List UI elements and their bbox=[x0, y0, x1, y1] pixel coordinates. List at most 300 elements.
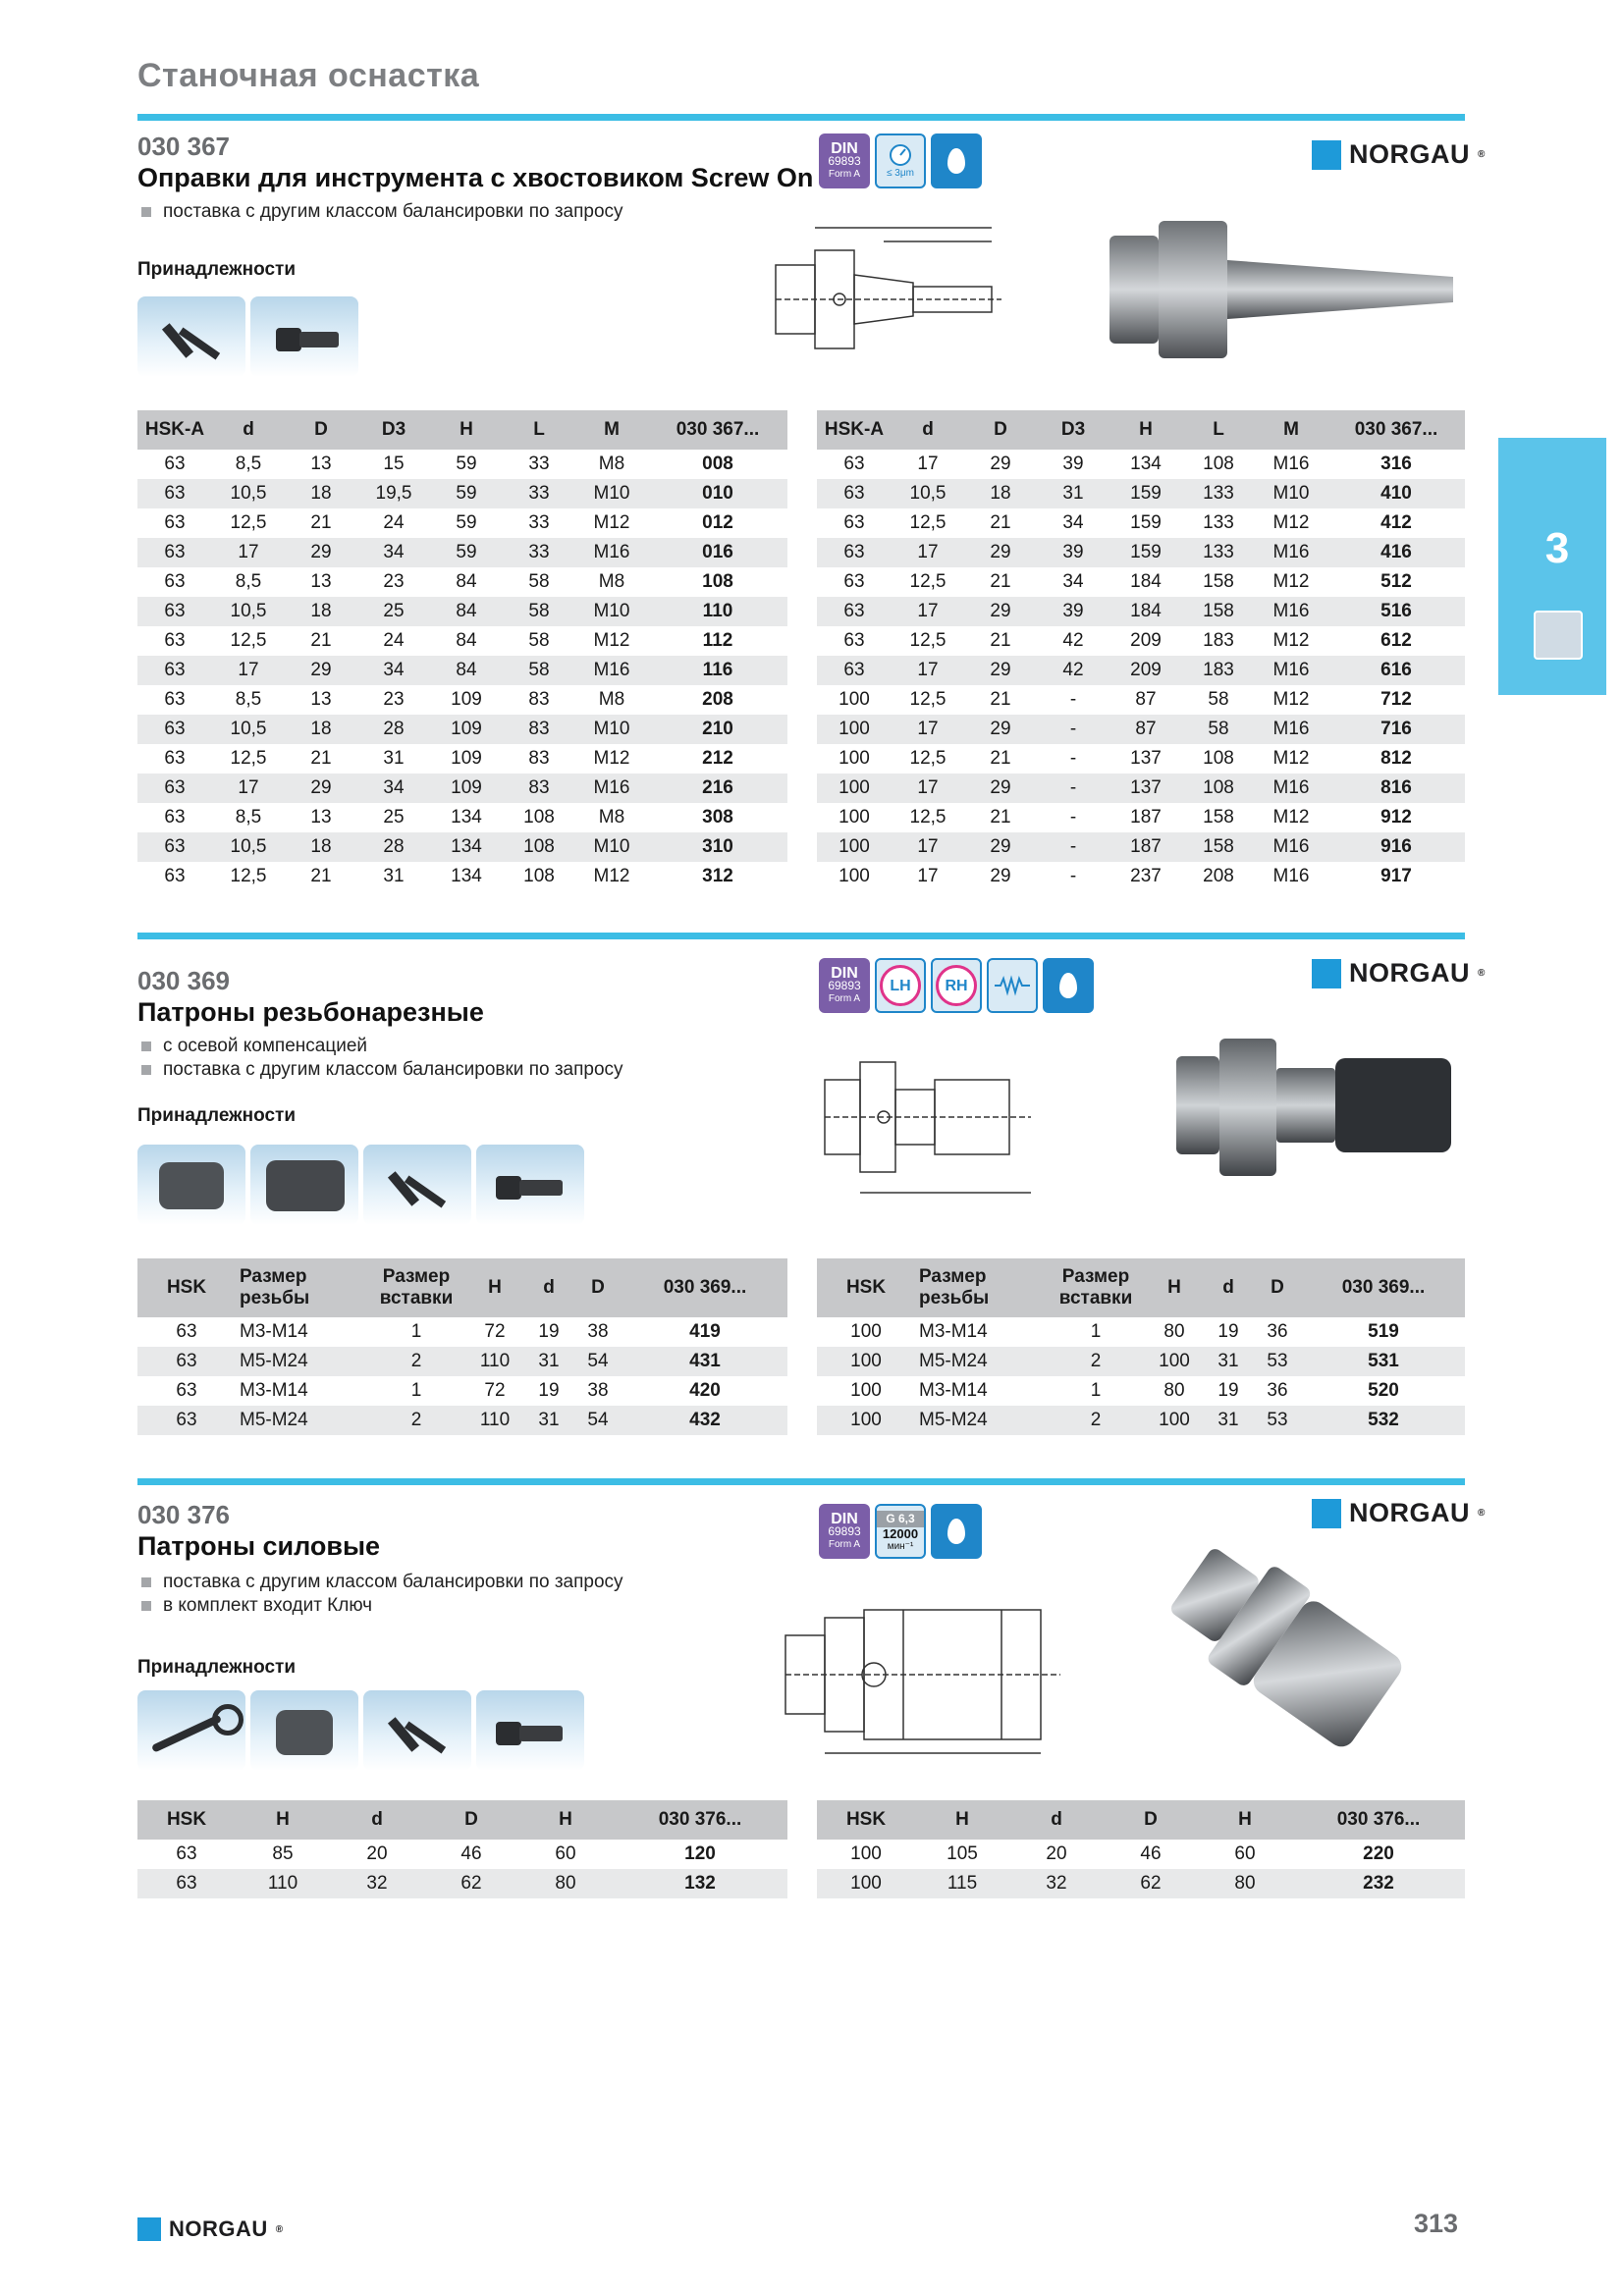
table-cell: 912 bbox=[1380, 807, 1412, 828]
table-cell: 17 bbox=[892, 774, 964, 803]
table-cell: 63 bbox=[843, 512, 865, 533]
table-cell: 84 bbox=[430, 656, 503, 685]
section-1-technical-drawing bbox=[766, 216, 1060, 373]
right-hand-thread-badge bbox=[931, 958, 982, 1013]
table-row bbox=[137, 715, 787, 744]
table-row bbox=[817, 626, 1465, 656]
table-row bbox=[137, 1376, 787, 1406]
table-cell: 100 bbox=[1145, 1347, 1204, 1376]
table-cell: M12 bbox=[593, 630, 630, 651]
table-row bbox=[137, 626, 787, 656]
table-row bbox=[137, 744, 787, 774]
table-cell: 10,5 bbox=[212, 715, 285, 744]
table-cell: 63 bbox=[164, 866, 186, 886]
t-wrench-accessory[interactable] bbox=[363, 1690, 471, 1771]
table-cell: M12 bbox=[593, 866, 630, 886]
table-cell: 187 bbox=[1109, 832, 1182, 862]
table-cell: 28 bbox=[357, 715, 430, 744]
table-cell: 100 bbox=[817, 1869, 915, 1898]
table-cell: M10 bbox=[575, 479, 648, 508]
section-3-accessories-heading: Принадлежности bbox=[137, 1657, 297, 1678]
table-cell: 33 bbox=[503, 538, 575, 567]
table-cell: 220 bbox=[1363, 1843, 1394, 1864]
table-cell: M5-M24 bbox=[915, 1406, 1047, 1435]
table-cell: 63 bbox=[817, 479, 892, 508]
table-cell: M8 bbox=[598, 571, 625, 592]
table-cell: 29 bbox=[964, 832, 1037, 862]
table-cell: 63 bbox=[164, 571, 186, 592]
bullet-item: поставка с другим классом балансировки по запросу bbox=[139, 1058, 623, 1082]
table-cell: 209 bbox=[1130, 630, 1162, 651]
section-1-table-right bbox=[817, 410, 1465, 891]
table-cell: 108 bbox=[1182, 774, 1255, 803]
table-cell: 134 bbox=[430, 832, 503, 862]
table-row bbox=[817, 479, 1465, 508]
table-cell: 21 bbox=[990, 807, 1011, 828]
table-cell: 109 bbox=[430, 774, 503, 803]
table-cell: 63 bbox=[137, 715, 212, 744]
table-cell: M12 bbox=[1272, 571, 1310, 592]
coolant-drop-icon bbox=[1059, 973, 1077, 998]
section-3-brand-logo: NORGAU ® bbox=[1312, 1498, 1486, 1528]
table-cell: 134 bbox=[1130, 454, 1162, 474]
table-cell: 208 bbox=[702, 689, 733, 710]
table-cell: M12 bbox=[1272, 807, 1310, 828]
table-cell: 212 bbox=[702, 748, 733, 769]
table-cell: 84 bbox=[430, 597, 503, 626]
table-cell: 8,5 bbox=[235, 571, 262, 592]
table-cell: 812 bbox=[1380, 748, 1412, 769]
table-cell: M16 bbox=[1255, 538, 1327, 567]
table-cell: M10 bbox=[575, 715, 648, 744]
section-2-product-photo bbox=[1168, 1029, 1465, 1186]
table-cell: 21 bbox=[310, 630, 332, 651]
table-cell: 716 bbox=[1327, 715, 1465, 744]
tap-insert-accessory-1[interactable] bbox=[137, 1145, 245, 1225]
table-cell: 23 bbox=[383, 689, 405, 710]
table-cell: - bbox=[1037, 832, 1109, 862]
table-cell: 12,5 bbox=[909, 748, 947, 769]
section-1-badges bbox=[819, 133, 982, 188]
table-cell: 1 bbox=[410, 1380, 422, 1401]
table-cell: 134 bbox=[451, 866, 482, 886]
table-row bbox=[137, 803, 787, 832]
table-cell: 12,5 bbox=[909, 630, 947, 651]
spring-icon bbox=[993, 974, 1032, 997]
table-cell: M16 bbox=[1272, 866, 1310, 886]
table-cell: 29 bbox=[285, 656, 357, 685]
table-cell: 13 bbox=[310, 689, 332, 710]
section-2-accessories bbox=[137, 1145, 584, 1225]
table-cell: M16 bbox=[1255, 656, 1327, 685]
section-3-accessories bbox=[137, 1690, 584, 1771]
table-cell: 100 bbox=[817, 774, 892, 803]
table-cell: - bbox=[1037, 774, 1109, 803]
table-cell: 29 bbox=[964, 597, 1037, 626]
t-wrench-accessory[interactable] bbox=[363, 1145, 471, 1225]
table-cell: 100 bbox=[839, 748, 870, 769]
table-cell: 19 bbox=[1217, 1380, 1239, 1401]
table-cell: 19 bbox=[538, 1380, 560, 1401]
table-cell: M16 bbox=[575, 538, 648, 567]
table-cell: 36 bbox=[1267, 1380, 1288, 1401]
table-row bbox=[817, 1406, 1465, 1435]
table-cell: 316 bbox=[1380, 454, 1412, 474]
table-cell: 63 bbox=[817, 597, 892, 626]
table-header-row: HSK Размер резьбы Размер вставки H d D 030 369... bbox=[817, 1258, 1465, 1317]
table-cell: 17 bbox=[917, 866, 939, 886]
table-cell: 158 bbox=[1182, 832, 1255, 862]
table-cell: 21 bbox=[990, 512, 1011, 533]
table-cell: 17 bbox=[917, 454, 939, 474]
table-cell: 133 bbox=[1182, 538, 1255, 567]
table-cell: 216 bbox=[648, 774, 787, 803]
table-cell: 62 bbox=[1104, 1869, 1198, 1898]
screw-accessory[interactable] bbox=[476, 1690, 584, 1771]
table-cell: 137 bbox=[1130, 748, 1162, 769]
table-cell: 108 bbox=[702, 571, 733, 592]
table-cell: 25 bbox=[357, 597, 430, 626]
table-cell: 133 bbox=[1203, 512, 1234, 533]
table-cell: 108 bbox=[1203, 454, 1234, 474]
table-cell: 39 bbox=[1037, 597, 1109, 626]
table-cell: 12,5 bbox=[909, 512, 947, 533]
table-cell: 17 bbox=[892, 832, 964, 862]
hook-wrench-accessory[interactable] bbox=[137, 1690, 245, 1771]
table-cell: 100 bbox=[817, 1406, 915, 1435]
table-cell: 46 bbox=[460, 1843, 482, 1864]
table-cell: M16 bbox=[1255, 715, 1327, 744]
header-divider bbox=[137, 114, 1465, 121]
table-cell: 63 bbox=[176, 1843, 197, 1864]
table-cell: 100 bbox=[817, 715, 892, 744]
table-row bbox=[817, 538, 1465, 567]
table-cell: 12,5 bbox=[230, 630, 267, 651]
table-cell: 54 bbox=[573, 1347, 622, 1376]
table-cell: 134 bbox=[451, 807, 482, 828]
table-row bbox=[137, 538, 787, 567]
table-cell: 63 bbox=[843, 571, 865, 592]
table-cell: 410 bbox=[1327, 479, 1465, 508]
table-cell: M8 bbox=[598, 689, 625, 710]
table-cell: 63 bbox=[137, 479, 212, 508]
table-cell: 916 bbox=[1327, 832, 1465, 862]
table-cell: 63 bbox=[137, 774, 212, 803]
table-cell: 33 bbox=[503, 479, 575, 508]
table-cell: 85 bbox=[272, 1843, 294, 1864]
table-cell: 33 bbox=[528, 512, 550, 533]
table-cell: M16 bbox=[1272, 454, 1310, 474]
table-cell: 308 bbox=[702, 807, 733, 828]
table-cell: 100 bbox=[839, 689, 870, 710]
table-row bbox=[817, 715, 1465, 744]
table-cell: 310 bbox=[648, 832, 787, 862]
table-cell: 10,5 bbox=[212, 479, 285, 508]
table-cell: 12,5 bbox=[230, 512, 267, 533]
table-cell: 431 bbox=[622, 1347, 787, 1376]
table-cell: 159 bbox=[1130, 512, 1162, 533]
table-cell: 58 bbox=[528, 630, 550, 651]
table-cell: 60 bbox=[1234, 1843, 1256, 1864]
table-cell: 109 bbox=[430, 715, 503, 744]
table-cell: 108 bbox=[523, 866, 555, 886]
table-cell: 42 bbox=[1062, 630, 1084, 651]
table-cell: 209 bbox=[1109, 656, 1182, 685]
table-cell: M12 bbox=[1272, 748, 1310, 769]
table-cell: 24 bbox=[383, 512, 405, 533]
table-cell: 110 bbox=[648, 597, 787, 626]
table-cell: 38 bbox=[587, 1321, 609, 1342]
table-cell: - bbox=[1069, 807, 1077, 828]
table-cell: 59 bbox=[456, 512, 477, 533]
section-2-technical-drawing bbox=[815, 1041, 1070, 1207]
table-cell: 21 bbox=[990, 689, 1011, 710]
table-cell: 80 bbox=[1163, 1380, 1185, 1401]
section-2-badges bbox=[819, 958, 1094, 1013]
screw-accessory[interactable] bbox=[476, 1145, 584, 1225]
table-cell: 137 bbox=[1109, 774, 1182, 803]
table-cell: 184 bbox=[1130, 571, 1162, 592]
table-cell: 63 bbox=[164, 748, 186, 769]
table-row bbox=[137, 450, 787, 479]
table-cell: M8 bbox=[598, 454, 625, 474]
table-cell: 187 bbox=[1130, 807, 1162, 828]
table-cell: 34 bbox=[1062, 512, 1084, 533]
table-cell: 133 bbox=[1182, 479, 1255, 508]
table-cell: 29 bbox=[990, 454, 1011, 474]
table-cell: M3-M14 bbox=[240, 1321, 308, 1342]
table-cell: 72 bbox=[484, 1321, 506, 1342]
table-cell: 58 bbox=[1182, 715, 1255, 744]
table-cell: 42 bbox=[1037, 656, 1109, 685]
section-3-technical-drawing bbox=[776, 1596, 1090, 1763]
table-cell: M3-M14 bbox=[240, 1380, 308, 1401]
table-row bbox=[137, 685, 787, 715]
section-3-product-photo bbox=[1129, 1531, 1424, 1757]
table-cell: 532 bbox=[1302, 1406, 1465, 1435]
table-row bbox=[137, 774, 787, 803]
table-cell: 2 bbox=[367, 1347, 465, 1376]
table-cell: 84 bbox=[456, 571, 477, 592]
footer-brand-logo: NORGAU ® bbox=[137, 2216, 284, 2242]
table-cell: 23 bbox=[383, 571, 405, 592]
table-cell: 184 bbox=[1109, 597, 1182, 626]
table-cell: 8,5 bbox=[235, 807, 262, 828]
chapter-tool-icon bbox=[1534, 611, 1583, 660]
section-1-product-photo bbox=[1100, 206, 1463, 373]
table-row bbox=[817, 685, 1465, 715]
table-cell: M3-M14 bbox=[919, 1380, 988, 1401]
table-cell: M16 bbox=[1255, 597, 1327, 626]
table-header-row: HSK-A d D D3 H L M 030 367... bbox=[137, 410, 787, 450]
table-cell: 100 bbox=[839, 807, 870, 828]
table-cell: 520 bbox=[1368, 1380, 1399, 1401]
table-cell: M5-M24 bbox=[236, 1406, 367, 1435]
table-cell: 83 bbox=[528, 748, 550, 769]
table-row bbox=[817, 774, 1465, 803]
table-row bbox=[817, 803, 1465, 832]
table-cell: 58 bbox=[1208, 689, 1229, 710]
table-cell: 159 bbox=[1109, 479, 1182, 508]
table-cell: 120 bbox=[684, 1843, 716, 1864]
table-row bbox=[137, 1869, 787, 1898]
section-2-bullets bbox=[139, 1035, 623, 1082]
table-cell: 29 bbox=[990, 866, 1011, 886]
table-cell: 59 bbox=[430, 538, 503, 567]
table-cell: 63 bbox=[137, 597, 212, 626]
lh-icon: LH bbox=[880, 965, 921, 1006]
section-2-code: 030 369 bbox=[137, 966, 230, 995]
table-cell: 34 bbox=[1062, 571, 1084, 592]
table-cell: 29 bbox=[285, 538, 357, 567]
collet-accessory[interactable] bbox=[250, 1690, 358, 1771]
table-cell: 100 bbox=[1145, 1406, 1204, 1435]
page-title: Станочная оснастка bbox=[137, 57, 480, 94]
table-cell: 17 bbox=[212, 774, 285, 803]
section-1-table-left bbox=[137, 410, 787, 891]
table-cell: 2 bbox=[367, 1406, 465, 1435]
table-cell: M10 bbox=[575, 832, 648, 862]
table-cell: 18 bbox=[964, 479, 1037, 508]
table-row bbox=[137, 1317, 787, 1347]
table-cell: 12,5 bbox=[909, 571, 947, 592]
t-wrench-accessory[interactable] bbox=[137, 296, 245, 377]
table-cell: 8,5 bbox=[235, 689, 262, 710]
table-cell: 17 bbox=[892, 656, 964, 685]
table-cell: 87 bbox=[1109, 715, 1182, 744]
table-cell: M10 bbox=[1255, 479, 1327, 508]
table-cell: 100 bbox=[817, 832, 892, 862]
table-header-row: HSK H d D H 030 376... bbox=[137, 1800, 787, 1840]
table-cell: 432 bbox=[622, 1406, 787, 1435]
table-header-row: HSK H d D H 030 376... bbox=[817, 1800, 1465, 1840]
table-cell: 80 bbox=[1198, 1869, 1292, 1898]
tap-insert-accessory-2[interactable] bbox=[250, 1145, 358, 1225]
table-row bbox=[817, 744, 1465, 774]
table-cell: M5-M24 bbox=[236, 1347, 367, 1376]
table-cell: 31 bbox=[1037, 479, 1109, 508]
table-cell: 32 bbox=[330, 1869, 424, 1898]
table-cell: 31 bbox=[383, 748, 405, 769]
section-3-bullets bbox=[139, 1571, 623, 1618]
table-cell: 12,5 bbox=[230, 748, 267, 769]
table-cell: 54 bbox=[573, 1406, 622, 1435]
section-2-divider bbox=[137, 933, 1465, 939]
table-cell: 34 bbox=[357, 774, 430, 803]
section-3-table-right bbox=[817, 1800, 1465, 1898]
table-cell: 84 bbox=[456, 630, 477, 651]
table-cell: 39 bbox=[1062, 454, 1084, 474]
table-cell: 21 bbox=[310, 866, 332, 886]
table-row bbox=[817, 1376, 1465, 1406]
balance-gauge-badge: ≤ 3μm bbox=[875, 133, 926, 188]
table-cell: 63 bbox=[137, 1406, 236, 1435]
din-badge: DIN 69893 Form A bbox=[819, 958, 870, 1013]
table-cell: 100 bbox=[839, 866, 870, 886]
table-cell: 60 bbox=[555, 1843, 576, 1864]
table-cell: 63 bbox=[137, 538, 212, 567]
table-cell: 21 bbox=[990, 748, 1011, 769]
table-cell: 1 bbox=[1090, 1321, 1102, 1342]
table-cell: 112 bbox=[702, 630, 733, 651]
section-1-code: 030 367 bbox=[137, 132, 230, 161]
table-row bbox=[137, 862, 787, 891]
table-cell: M12 bbox=[1272, 689, 1310, 710]
table-cell: 63 bbox=[164, 454, 186, 474]
table-cell: 63 bbox=[164, 630, 186, 651]
section-2-table-left bbox=[137, 1258, 787, 1435]
table-cell: 416 bbox=[1327, 538, 1465, 567]
section-3-title: Патроны силовые bbox=[137, 1531, 381, 1561]
section-1-title: Оправки для инструмента с хвостовиком Screw On bbox=[137, 163, 814, 192]
table-cell: 016 bbox=[648, 538, 787, 567]
table-cell: 712 bbox=[1380, 689, 1412, 710]
table-cell: 917 bbox=[1380, 866, 1412, 886]
table-cell: 34 bbox=[357, 538, 430, 567]
table-cell: 108 bbox=[503, 832, 575, 862]
table-cell: 21 bbox=[990, 571, 1011, 592]
table-cell: 21 bbox=[310, 748, 332, 769]
table-cell: 21 bbox=[990, 630, 1011, 651]
table-cell: M16 bbox=[1255, 832, 1327, 862]
table-cell: 63 bbox=[137, 1347, 236, 1376]
rh-icon: RH bbox=[936, 965, 977, 1006]
table-cell: 158 bbox=[1203, 571, 1234, 592]
section-3-badges bbox=[819, 1504, 982, 1559]
table-cell: 1 bbox=[410, 1321, 422, 1342]
table-row bbox=[137, 597, 787, 626]
table-cell: 31 bbox=[524, 1406, 573, 1435]
table-cell: 58 bbox=[528, 571, 550, 592]
table-cell: 63 bbox=[817, 656, 892, 685]
table-cell: 63 bbox=[137, 656, 212, 685]
screw-accessory[interactable] bbox=[250, 296, 358, 377]
bullet-item: в комплект входит Ключ bbox=[139, 1594, 623, 1618]
table-cell: 10,5 bbox=[212, 832, 285, 862]
table-cell: 59 bbox=[456, 454, 477, 474]
table-cell: 63 bbox=[176, 1321, 197, 1342]
table-cell: M12 bbox=[593, 748, 630, 769]
table-header-row: HSK Размер резьбы Размер вставки H d D 030 369... bbox=[137, 1258, 787, 1317]
table-row bbox=[817, 567, 1465, 597]
din-badge: DIN 69893 Form A bbox=[819, 133, 870, 188]
table-cell: 531 bbox=[1302, 1347, 1465, 1376]
table-cell: 29 bbox=[964, 715, 1037, 744]
table-cell: 132 bbox=[613, 1869, 787, 1898]
table-cell: 420 bbox=[689, 1380, 721, 1401]
table-cell: 17 bbox=[892, 597, 964, 626]
table-cell: 210 bbox=[648, 715, 787, 744]
table-cell: 100 bbox=[850, 1843, 882, 1864]
table-cell: M12 bbox=[593, 512, 630, 533]
table-cell: 110 bbox=[465, 1406, 524, 1435]
table-cell: 19 bbox=[538, 1321, 560, 1342]
table-cell: 18 bbox=[285, 479, 357, 508]
table-cell: 109 bbox=[451, 748, 482, 769]
table-row bbox=[137, 567, 787, 597]
table-cell: 36 bbox=[1267, 1321, 1288, 1342]
table-cell: 87 bbox=[1135, 689, 1157, 710]
table-cell: 158 bbox=[1203, 807, 1234, 828]
coolant-drop-icon bbox=[947, 148, 965, 174]
table-cell: 20 bbox=[1046, 1843, 1067, 1864]
table-cell: 34 bbox=[357, 656, 430, 685]
table-cell: 17 bbox=[892, 715, 964, 744]
table-header-row: HSK-A d D D3 H L M 030 367... bbox=[817, 410, 1465, 450]
table-cell: 2 bbox=[1047, 1347, 1145, 1376]
table-cell: 010 bbox=[648, 479, 787, 508]
table-cell: 63 bbox=[137, 1869, 236, 1898]
